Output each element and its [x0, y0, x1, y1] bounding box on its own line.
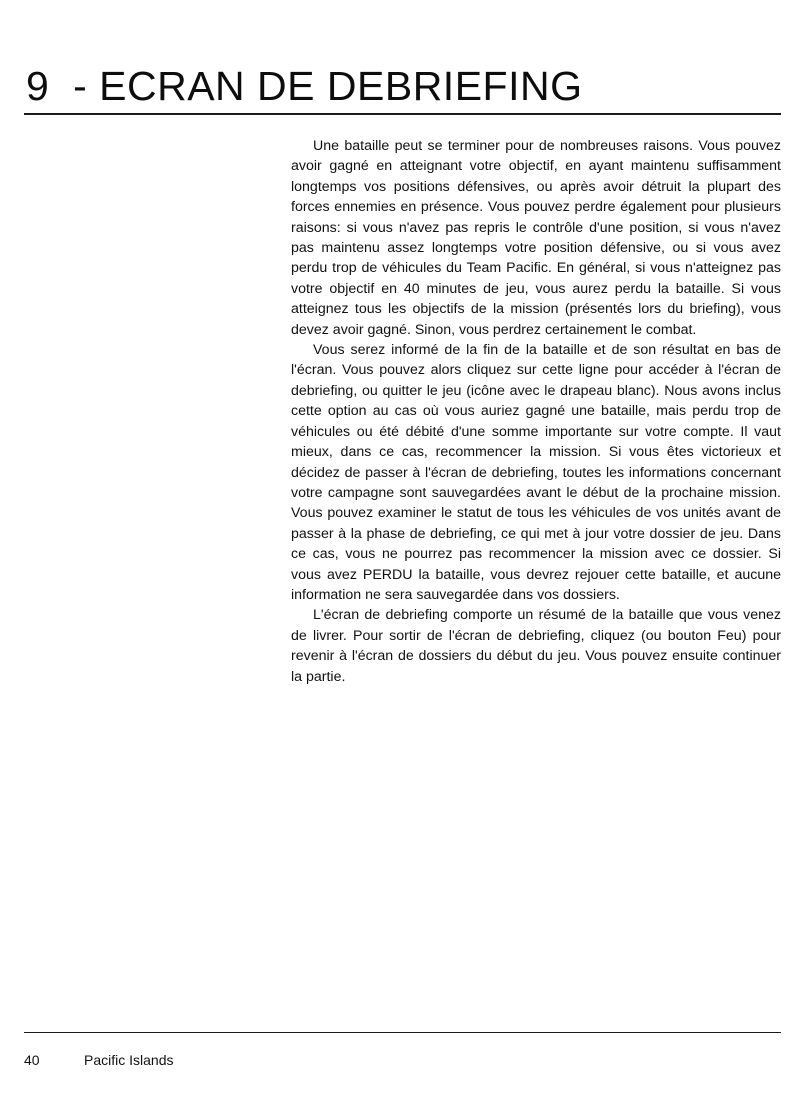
paragraph-battle-outcomes: Une bataille peut se terminer pour de nombreuses raisons. Vous pouvez avoir gagné en atteignant votre objectif, en ayant maintenu suffisamment longtemps vos positions défensives, ou après avoir détruit la plupart des forces ennemies en présence. Vous pouvez perdre également pour plusieurs raisons: si vous n'avez pas repris le contrôle d'une position, si vous n'avez pas maintenu assez longtemps votre position défensive, ou si vous avez perdu trop de véhicules du Team Pacific. En général, si vous n'atteignez pas votre objectif en 40 minutes de jeu, vous aurez perdu la bataille. Si vous atteignez tous les objectifs de la mission (présentés lors du briefing), vous devez avoir gagné. Sinon, vous perdrez certainement le combat. — [291, 138, 781, 338]
page-number: 40 — [24, 1052, 40, 1068]
running-title: Pacific Islands — [84, 1052, 174, 1068]
body-text — [291, 136, 781, 687]
footer-divider — [24, 1032, 781, 1033]
paragraph-end-of-battle: Vous serez informé de la fin de la bataille et de son résultat en bas de l'écran. Vous pouvez alors cliquez sur cette ligne pour accéder à l'écran de debriefing, ou quitter le jeu (icône avec le drapeau blanc). Nous avons inclus cette option au cas où vous auriez gagné une bataille, mais perdu trop de véhicules ou été débité d'une somme importante sur votre compte. Il vaut mieux, dans ce cas, recommencer la mission. Si vous êtes victorieux et décidez de passer à l'écran de debriefing, toutes les informations concernant votre campagne sont sauvegardées avant le début de la prochaine mission. Vous pouvez examiner le statut de tous les véhicules de vos unités avant de passer à la phase de debriefing, ce qui met à jour votre dossier de jeu. Dans ce cas, vous ne pourrez pas recommencer la mission avec ce dossier. Si vous avez PERDU la bataille, vous devrez rejouer cette bataille, et aucune information ne sera sauvegardée dans vos dossiers. — [291, 342, 781, 603]
paragraph-debriefing-screen: L'écran de debriefing comporte un résumé de la bataille que vous venez de livrer. Pour sortir de l'écran de debriefing, cliquez (ou bouton Feu) pour revenir à l'écran de dossiers du début du jeu. Vous pouvez ensuite continuer la partie. — [291, 607, 781, 685]
title-divider — [24, 113, 781, 115]
page-title: 9 - ECRAN DE DEBRIEFING — [26, 63, 583, 109]
